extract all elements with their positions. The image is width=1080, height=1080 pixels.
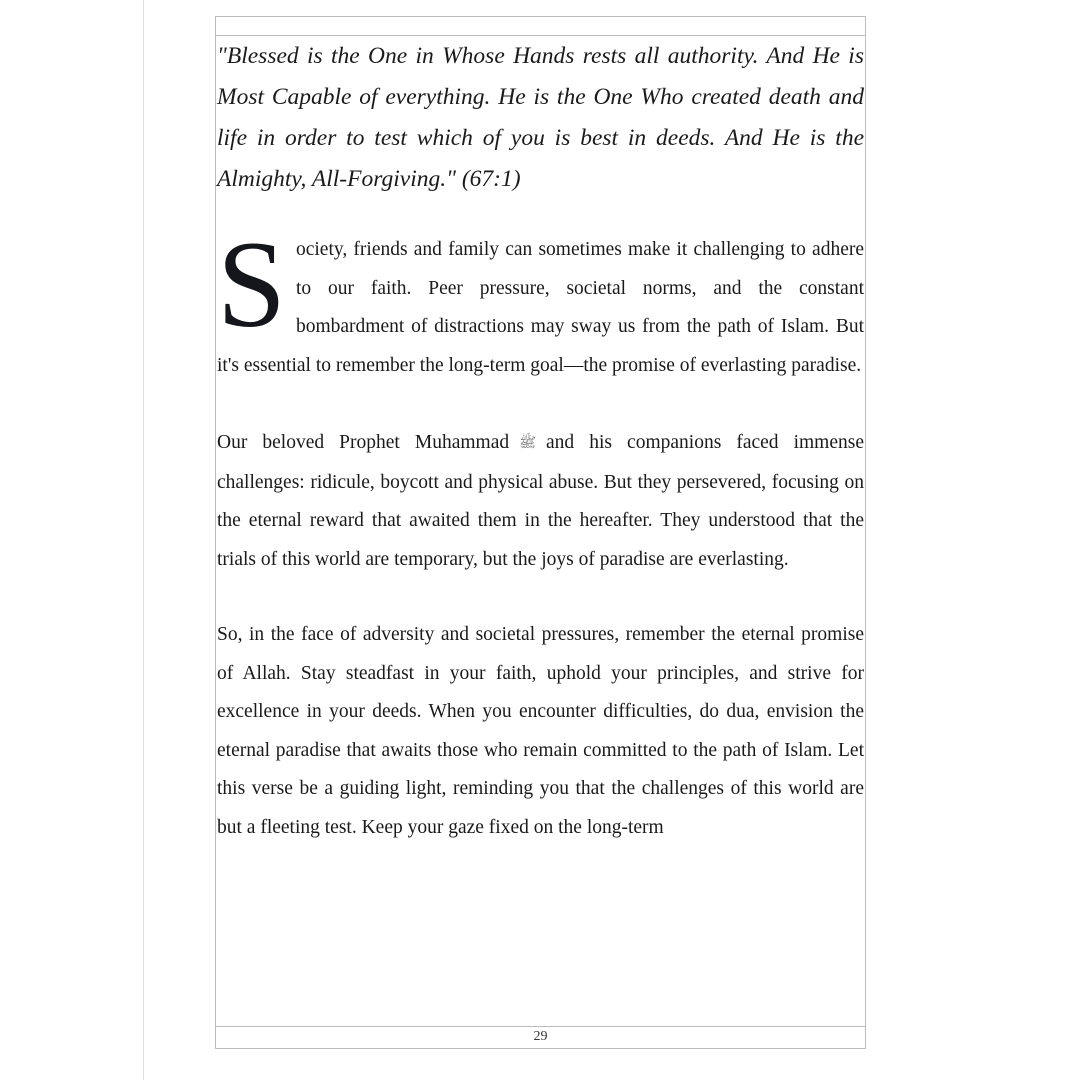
salawat-honorific-icon: ﷺ xyxy=(519,436,537,451)
paragraph-2-text-after: and his companions faced immense challenges: ridicule, boycott and physical abuse. But they persevered, focusing on the eternal reward that awaited them in the hereafter. They understood that the trials of this world are temporary, but the joys of paradise are everlasting. xyxy=(217,432,864,570)
paragraph-2 xyxy=(217,424,864,579)
footer-rule xyxy=(216,1026,865,1027)
page-number: 29 xyxy=(533,1029,548,1044)
paragraph-1 xyxy=(217,216,864,385)
paragraph-1-text: ociety, friends and family can sometimes make it challenging to adhere to our faith. Peer pressure, societal norms, and the constant bombardment of distractions may sway us from the path of Islam. But it's essential to remember the long-term goal—the promise of everlasting paradise. xyxy=(217,239,864,376)
paragraph-2-text-before: Our beloved Prophet Muhammad xyxy=(217,432,510,453)
drop-cap: S xyxy=(217,216,286,353)
viewer-left-rule xyxy=(143,0,144,1080)
page-content xyxy=(217,36,864,847)
paragraph-3: So, in the face of adversity and societal pressures, remember the eternal promise of Allah. Stay steadfast in your faith, uphold your principles, and strive for excellence in your deeds. When you encounter difficulties, do dua, envision the eternal paradise that awaits those who remain committed to the path of Islam. Let this verse be a guiding light, reminding you that the challenges of this world are but a fleeting test. Keep your gaze fixed on the long-term xyxy=(217,624,864,838)
quran-verse: "Blessed is the One in Whose Hands rests all authority. And He is Most Capable of everything. He is the One Who created death and life in order to test which of you is best in deeds. And He is the Almighty, All-Forgiving." (67:1) xyxy=(217,43,864,192)
